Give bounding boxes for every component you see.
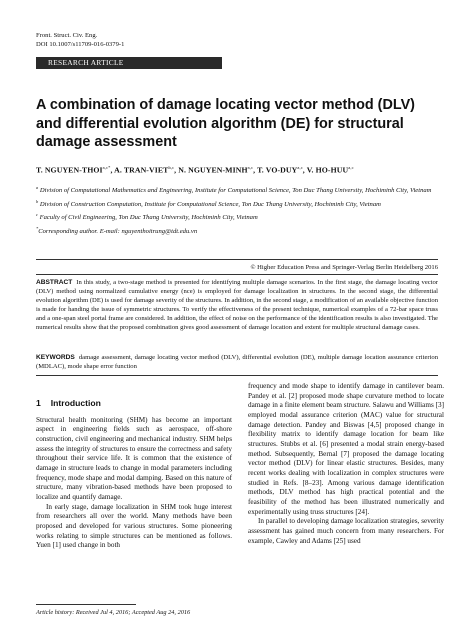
affiliation: $^c$ Faculty of Civil Engineering, Ton Duc Thang University, Hochiminh City, Vietnam — [36, 212, 258, 222]
affiliation: $^a$ Division of Computational Mathematics and Engineering, Institute for Computational Science, Ton Duc Thang University, Hochiminh City, Vietnam — [36, 185, 432, 195]
author-affil-mark: a,c — [348, 165, 354, 170]
right-column — [248, 382, 444, 546]
section-number: 1 — [36, 398, 41, 408]
doi: DOI 10.1007/s11709-016-0379-1 — [36, 40, 125, 48]
author-list: T. NGUYEN-$THOI^{a,c*}$, A. TRAN-VIET$^{b,c}$, N. NGUYEN-MINH$^{a,c}$, T. VO-DUY$^{a,c}$, V. HO-HUU$^{a,c}$ — [36, 165, 354, 175]
journal-name: Front. Struct. Civ. Eng. — [36, 32, 98, 39]
affiliation-list — [36, 183, 456, 237]
paragraph: In parallel to developing damage localization strategies, severity assessment has gained much concern from many researchers. For example, Cawley and Adams [25] used — [248, 517, 444, 545]
author: V. HO-HUU — [306, 165, 349, 175]
author: A. TRAN-VIET — [114, 165, 169, 175]
paragraph: Structural health monitoring (SHM) has become an important aspect in engineering fields such as aerospace, off-shore construction, civil engineering and mechanical industry. SHM helps assess the integrity of structures to ensure the correctness and safety throughout their service life. It is common that the existence of damage in structure leads to change in modal parameters including frequency, mode shape and modal damping. Based on this nature of structure, many vibration-based methods have been proposed to localize and quantify damage. — [36, 415, 232, 501]
section-title: Introduction — [50, 398, 101, 408]
affiliation: $^b$ Division of Construction Computation, Institute for Computational Science, Ton Duc Thang University, Hochiminh City, Vietnam — [36, 198, 381, 208]
keywords-text: damage assessment, damage locating vector method (DLV), differential evolution (DE), multiple damage location assurance criterion (MDLAC), mode shape error function — [36, 354, 438, 371]
paragraph: In early stage, damage localization in SHM took huge interest from researchers all over the world. Many methods have been proposed and developed for various structures. Some pioneering works relating to simple structures can be mentioned as follows. Yuen [1] used change in both — [36, 502, 232, 550]
paper-title: A combination of damage locating vector method (DLV) and differential evolution algorithm (DE) for structural damage assessment — [36, 97, 415, 150]
author: N. NGUYEN-MINH — [178, 165, 248, 175]
author-affil-mark: a,c* — [102, 165, 111, 170]
abstract — [36, 278, 438, 333]
corresponding-author: *Corresponding author. E-mail: nguyenthoitrung@tdt.edu.vn — [36, 225, 198, 235]
divider-top — [36, 259, 438, 260]
article-history: Article history: Received Jul 4, 2016; Accepted Aug 24, 2016 — [36, 609, 191, 616]
author-affil-mark: a,c — [247, 165, 254, 170]
section-heading — [36, 399, 232, 409]
article-type-banner: RESEARCH ARTICLE — [36, 57, 222, 69]
paragraph: frequency and mode shape to identify damage in cantilever beam. Pandey et al. [2] proposed mode shape curvature method to locate damage in a finite element beam structure. Salawu and Williams [3] employed modal assurance criterion (MAC) value for structural damage detection. Pandey and Biswas [4,5] proposed change in flexibility matrix to identify damage location for beam like structures. Stubbs et al. [6] presented a modal strain energy-based method. Subsequently, Bernal [7] proposed the damage locating vector method (DLV) for linear elastic structures. Besides, many recent works dealing with localization in complex structures were studied in Refs. [8–23]. Among various damage identification methods, DLV method has high practical potential and the feasibility of the method has been illustrated numerically and experimentally using truss structures [24]. — [248, 382, 444, 516]
copyright-notice: © Higher Education Press and Springer-Verlag Berlin Heidelberg 2016 — [250, 264, 438, 271]
keywords — [36, 353, 438, 371]
divider-body — [36, 375, 438, 376]
abstract-label: ABSTRACT — [36, 279, 73, 286]
author: T. VO-DUY — [257, 165, 298, 175]
divider-abstract — [36, 274, 438, 275]
keywords-label: KEYWORDS — [36, 354, 75, 361]
author-affil-mark: b,c — [168, 165, 175, 170]
journal-info — [36, 32, 124, 49]
author: T. NGUYEN-THOI — [36, 165, 103, 175]
left-column — [36, 399, 232, 551]
author-affil-mark: a,c — [297, 165, 303, 170]
footnote-divider — [36, 604, 136, 605]
abstract-text: In this study, a two-stage method is presented for identifying multiple damage scenarios. In the first stage, the damage locating vector (DLV) method using normalized cumulative energy (nce) is employed for damage localization in structures. In the second stage, the differential evolution algorithm (DE) is used for damage severity of the structures. In addition, in the second stage, a modification of an available objective function is made for handing the issue of symmetric structures. To verify the effectiveness of the present technique, numerical examples of a 72-bar space truss and a one-span steel portal frame are considered. In addition, the effect of noise on the performance of the identification results is also investigated. The numerical results show that the proposed combination gives good assessment of damage location and extent for multiple structural damage cases. — [36, 279, 438, 332]
